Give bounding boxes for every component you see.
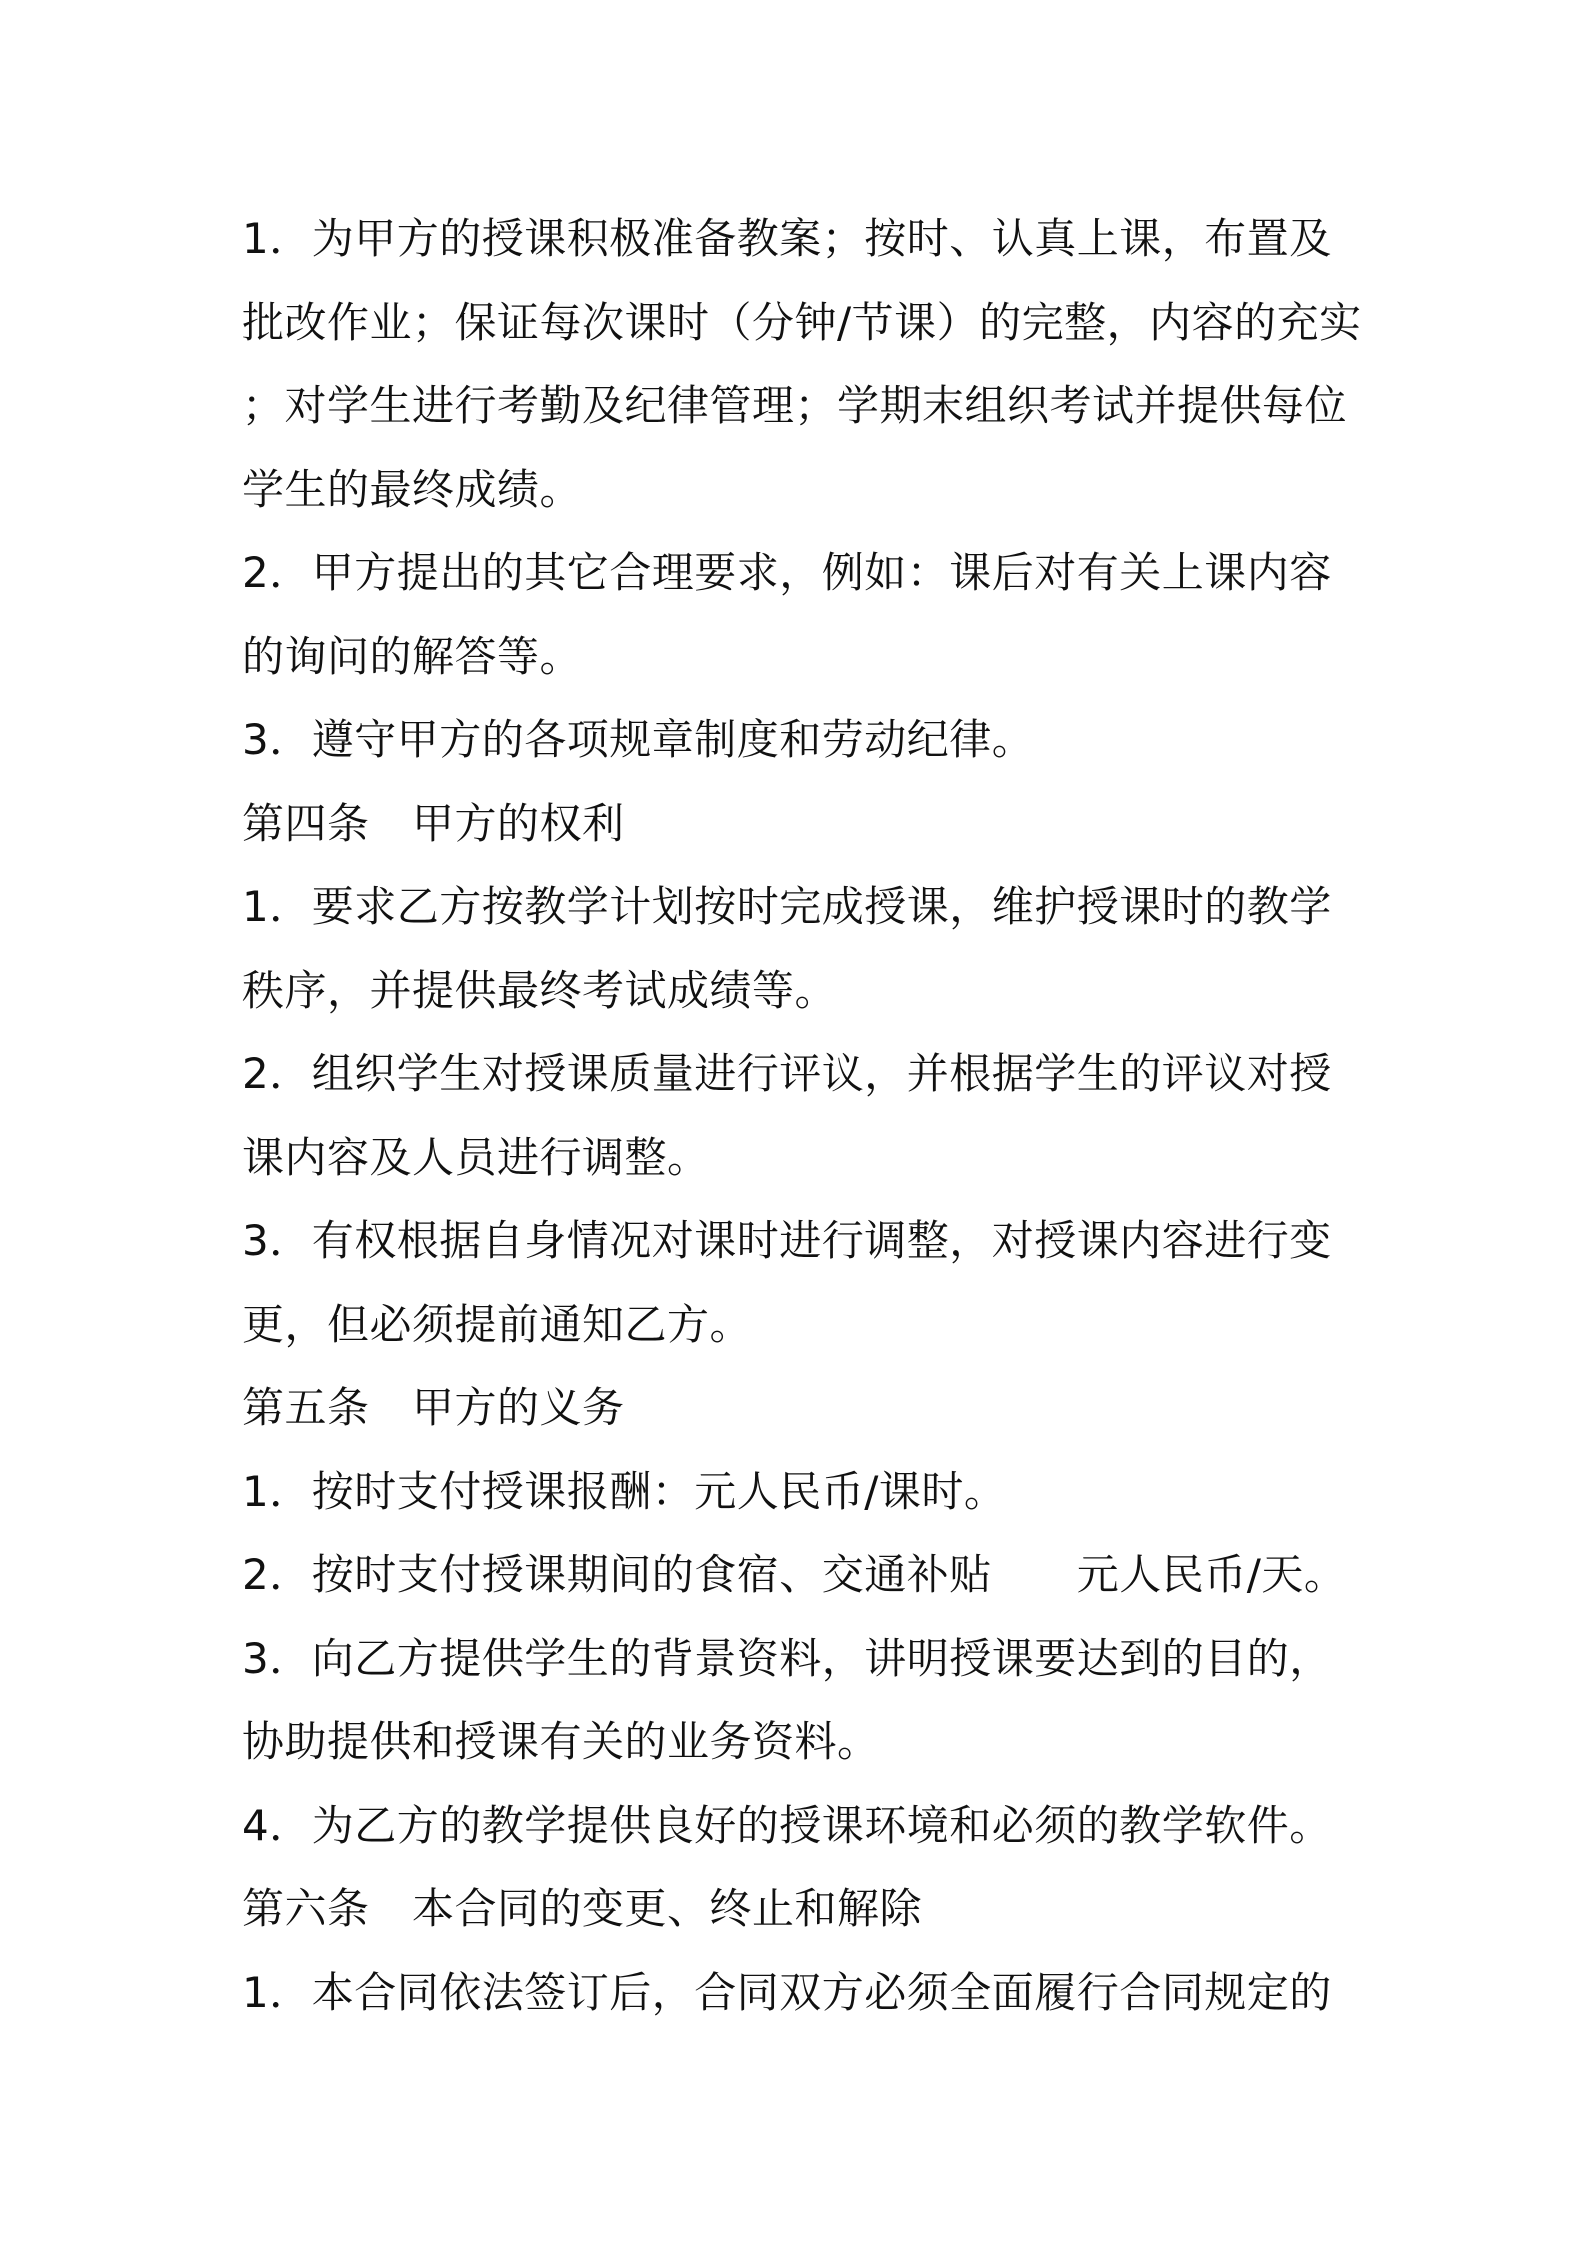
text-line: 批改作业；保证每次课时（分钟/节课）的完整，内容的充实 <box>242 297 1362 347</box>
text-line: 3．有权根据自身情况对课时进行调整，对授课内容进行变 <box>242 1216 1332 1265</box>
text-line: 1．要求乙方按教学计划按时完成授课，维护授课时的教学 <box>242 882 1332 931</box>
text-line: 协助提供和授课有关的业务资料。 <box>242 1717 880 1766</box>
text-line: 1．本合同依法签订后，合同双方必须全面履行合同规定的 <box>242 1967 1332 2017</box>
text-line: 3．向乙方提供学生的背景资料，讲明授课要达到的目的， <box>242 1633 1332 1683</box>
text-line: 2．组织学生对授课质量进行评议，并根据学生的评议对授 <box>242 1049 1332 1098</box>
text-line: 学生的最终成绩。 <box>242 464 583 514</box>
text-line: ；对学生进行考勤及纪律管理；学期末组织考试并提供每位 <box>242 381 1348 430</box>
text-line: 秩序，并提供最终考试成绩等。 <box>242 965 838 1015</box>
text-line: 2．甲方提出的其它合理要求，例如：课后对有关上课内容 <box>242 548 1332 597</box>
text-line: 2．按时支付授课期间的食宿、交通补贴 元人民币/天。 <box>242 1550 1347 1599</box>
section-heading: 第五条 甲方的义务 <box>242 1383 625 1432</box>
text-line: 3．遵守甲方的各项规章制度和劳动纪律。 <box>242 715 1035 764</box>
section-heading: 第四条 甲方的权利 <box>242 798 625 848</box>
document-body <box>242 197 1360 2034</box>
text-line: 更，但必须提前通知乙方。 <box>242 1299 753 1349</box>
text-line: 课内容及人员进行调整。 <box>242 1132 710 1182</box>
text-line: 4．为乙方的教学提供良好的授课环境和必须的教学软件。 <box>242 1800 1332 1850</box>
section-heading: 第六条 本合同的变更、终止和解除 <box>242 1884 923 1933</box>
text-line: 的询问的解答等。 <box>242 631 583 681</box>
text-line: 1．按时支付授课报酬：元人民币/课时。 <box>242 1466 1007 1516</box>
text-line: 1．为甲方的授课积极准备教案；按时、认真上课，布置及 <box>242 214 1332 263</box>
